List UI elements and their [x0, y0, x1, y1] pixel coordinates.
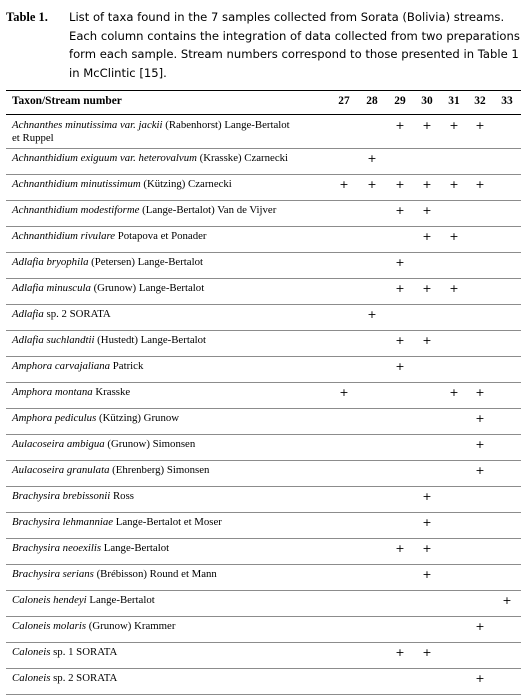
table-top-rule — [6, 90, 521, 91]
taxon-name — [12, 646, 332, 659]
stream-header: 27 — [338, 95, 350, 107]
stream-header: 32 — [474, 95, 486, 107]
table-caption — [6, 8, 521, 82]
presence-mark: + — [395, 542, 405, 555]
presence-mark: + — [422, 646, 432, 659]
taxon-name — [12, 334, 332, 347]
taxon-name — [12, 464, 332, 477]
taxon-header: Taxon/Stream number — [12, 95, 122, 107]
presence-mark: + — [449, 282, 459, 295]
taxon-name — [12, 230, 332, 243]
taxon-name — [12, 204, 332, 217]
taxon-genus-species: Caloneis — [12, 672, 51, 684]
taxon-genus-species: Caloneis molaris — [12, 620, 87, 632]
presence-mark: + — [422, 568, 432, 581]
presence-mark: + — [367, 178, 377, 191]
taxon-name — [12, 178, 332, 191]
row-divider — [6, 434, 521, 435]
taxon-genus-species: Achnanthes minutissima — [12, 119, 118, 131]
presence-mark: + — [449, 178, 459, 191]
taxon-authority: Krasske — [92, 386, 131, 398]
taxon-genus-species: Adlafia — [12, 308, 44, 320]
presence-mark: + — [395, 334, 405, 347]
taxon-genus-species: Achnanthidium minutissimum — [12, 178, 141, 190]
stream-header: 31 — [448, 95, 460, 107]
taxon-authority: sp. 2 SORATA — [43, 308, 111, 320]
row-divider — [6, 330, 521, 331]
taxon-genus-species: Aulacoseira ambigua — [12, 438, 105, 450]
taxon-name — [12, 516, 332, 529]
taxon-name — [12, 594, 332, 607]
presence-mark: + — [449, 386, 459, 399]
taxon-name — [12, 438, 332, 451]
presence-mark: + — [475, 672, 485, 685]
presence-mark: + — [475, 464, 485, 477]
taxon-authority-cont: et Ruppel — [12, 132, 54, 144]
header-bottom-rule — [6, 114, 521, 115]
table-label: Table 1. — [6, 10, 48, 24]
row-divider — [6, 616, 521, 617]
stream-header: 28 — [366, 95, 378, 107]
taxon-authority: Lange-Bertalot et Moser — [113, 516, 222, 528]
taxon-genus-species: Brachysira neoexilis — [12, 542, 102, 554]
presence-mark: + — [395, 360, 405, 373]
taxon-authority: Ross — [110, 490, 134, 502]
presence-mark: + — [422, 282, 432, 295]
taxon-genus-species: Adlafia bryophila — [12, 256, 89, 268]
presence-mark: + — [395, 119, 405, 132]
presence-mark: + — [475, 178, 485, 191]
taxon-name — [12, 360, 332, 373]
row-divider — [6, 512, 521, 513]
taxon-authority: (Hustedt) Lange-Bertalot — [94, 334, 207, 346]
taxon-name — [12, 308, 332, 321]
row-divider — [6, 590, 521, 591]
taxon-authority: Potapova et Ponader — [115, 230, 207, 242]
taxon-variety: var. jackii — [117, 119, 163, 131]
row-divider — [6, 278, 521, 279]
taxon-genus-species: Achnanthidium rivulare — [12, 230, 116, 242]
taxon-name — [12, 568, 332, 581]
presence-mark: + — [395, 646, 405, 659]
row-divider — [6, 408, 521, 409]
presence-mark: + — [422, 542, 432, 555]
taxon-name — [12, 490, 332, 503]
row-divider — [6, 148, 521, 149]
taxon-authority: (Grunow) Lange-Bertalot — [90, 282, 205, 294]
taxon-authority: (Krasske) Czarnecki — [196, 152, 289, 164]
taxon-authority: Lange-Bertalot — [86, 594, 155, 606]
taxon-name — [12, 386, 332, 399]
presence-mark: + — [395, 204, 405, 217]
row-divider — [6, 642, 521, 643]
taxon-name — [12, 412, 332, 425]
taxon-authority: (Kützing) Czarnecki — [140, 178, 232, 190]
taxon-genus-species: Amphora montana — [12, 386, 93, 398]
presence-mark: + — [422, 334, 432, 347]
presence-mark: + — [449, 119, 459, 132]
taxon-name — [12, 672, 332, 685]
taxon-genus-species: Amphora pediculus — [12, 412, 97, 424]
taxon-genus-species: Brachysira lehmanniae — [12, 516, 114, 528]
presence-mark: + — [339, 386, 349, 399]
taxon-genus-species: Caloneis hendeyi — [12, 594, 87, 606]
presence-mark: + — [367, 152, 377, 165]
presence-mark: + — [422, 516, 432, 529]
taxon-genus-species: Amphora carvajaliana — [12, 360, 111, 372]
presence-mark: + — [422, 490, 432, 503]
taxon-name — [12, 542, 332, 555]
presence-mark: + — [475, 386, 485, 399]
presence-mark: + — [475, 438, 485, 451]
row-divider — [6, 200, 521, 201]
presence-mark: + — [475, 412, 485, 425]
row-divider — [6, 564, 521, 565]
taxon-name — [12, 119, 332, 145]
taxon-authority: (Petersen) Lange-Bertalot — [88, 256, 204, 268]
presence-mark: + — [339, 178, 349, 191]
taxon-name — [12, 282, 332, 295]
taxon-authority: (Brébisson) Round et Mann — [93, 568, 217, 580]
taxon-name — [12, 152, 332, 165]
caption-text: List of taxa found in the 7 samples collected from Sorata (Bolivia) streams. Each column contains the integration of data collected from two preparations form each sample. Stream numbers correspond to those presented in Table 1 in McClintic [15]. — [69, 10, 520, 80]
stream-header: 33 — [501, 95, 513, 107]
row-divider — [6, 382, 521, 383]
taxon-variety: var. heterovalvum — [117, 152, 197, 164]
taxon-name — [12, 256, 332, 269]
taxon-genus-species: Aulacoseira granulata — [12, 464, 110, 476]
presence-mark: + — [395, 256, 405, 269]
row-divider — [6, 304, 521, 305]
taxon-authority: Lange-Bertalot — [101, 542, 170, 554]
stream-header: 29 — [394, 95, 406, 107]
stream-header: 30 — [421, 95, 433, 107]
taxon-genus-species: Achnanthidium exiguum — [12, 152, 118, 164]
row-divider — [6, 226, 521, 227]
taxon-authority: sp. 1 SORATA — [50, 646, 118, 658]
table-header-row — [6, 95, 521, 112]
presence-mark: + — [395, 178, 405, 191]
taxon-authority: sp. 2 SORATA — [50, 672, 118, 684]
presence-mark: + — [475, 119, 485, 132]
presence-mark: + — [422, 178, 432, 191]
row-divider — [6, 538, 521, 539]
taxon-genus-species: Achnanthidium modestiforme — [12, 204, 140, 216]
taxon-authority: (Ehrenberg) Simonsen — [109, 464, 210, 476]
taxon-genus-species: Caloneis — [12, 646, 51, 658]
taxon-genus-species: Brachysira serians — [12, 568, 94, 580]
row-divider — [6, 174, 521, 175]
taxon-genus-species: Brachysira brebissonii — [12, 490, 111, 502]
taxon-genus-species: Adlafia suchlandtii — [12, 334, 95, 346]
row-divider — [6, 486, 521, 487]
taxon-authority: (Kützing) Grunow — [96, 412, 180, 424]
presence-mark: + — [422, 204, 432, 217]
presence-mark: + — [475, 620, 485, 633]
presence-mark: + — [422, 119, 432, 132]
presence-mark: + — [422, 230, 432, 243]
taxon-genus-species: Adlafia minuscula — [12, 282, 91, 294]
presence-mark: + — [367, 308, 377, 321]
presence-mark: + — [502, 594, 512, 607]
taxon-name — [12, 620, 332, 633]
row-divider — [6, 460, 521, 461]
row-divider — [6, 252, 521, 253]
presence-mark: + — [449, 230, 459, 243]
row-divider — [6, 668, 521, 669]
presence-mark: + — [395, 282, 405, 295]
taxon-authority: (Lange-Bertalot) Van de Vijver — [139, 204, 277, 216]
taxon-authority: (Rabenhorst) Lange-Bertalot — [162, 119, 290, 131]
row-divider — [6, 356, 521, 357]
taxon-authority: (Grunow) Krammer — [86, 620, 176, 632]
taxon-authority: Patrick — [110, 360, 144, 372]
taxon-authority: (Grunow) Simonsen — [104, 438, 196, 450]
